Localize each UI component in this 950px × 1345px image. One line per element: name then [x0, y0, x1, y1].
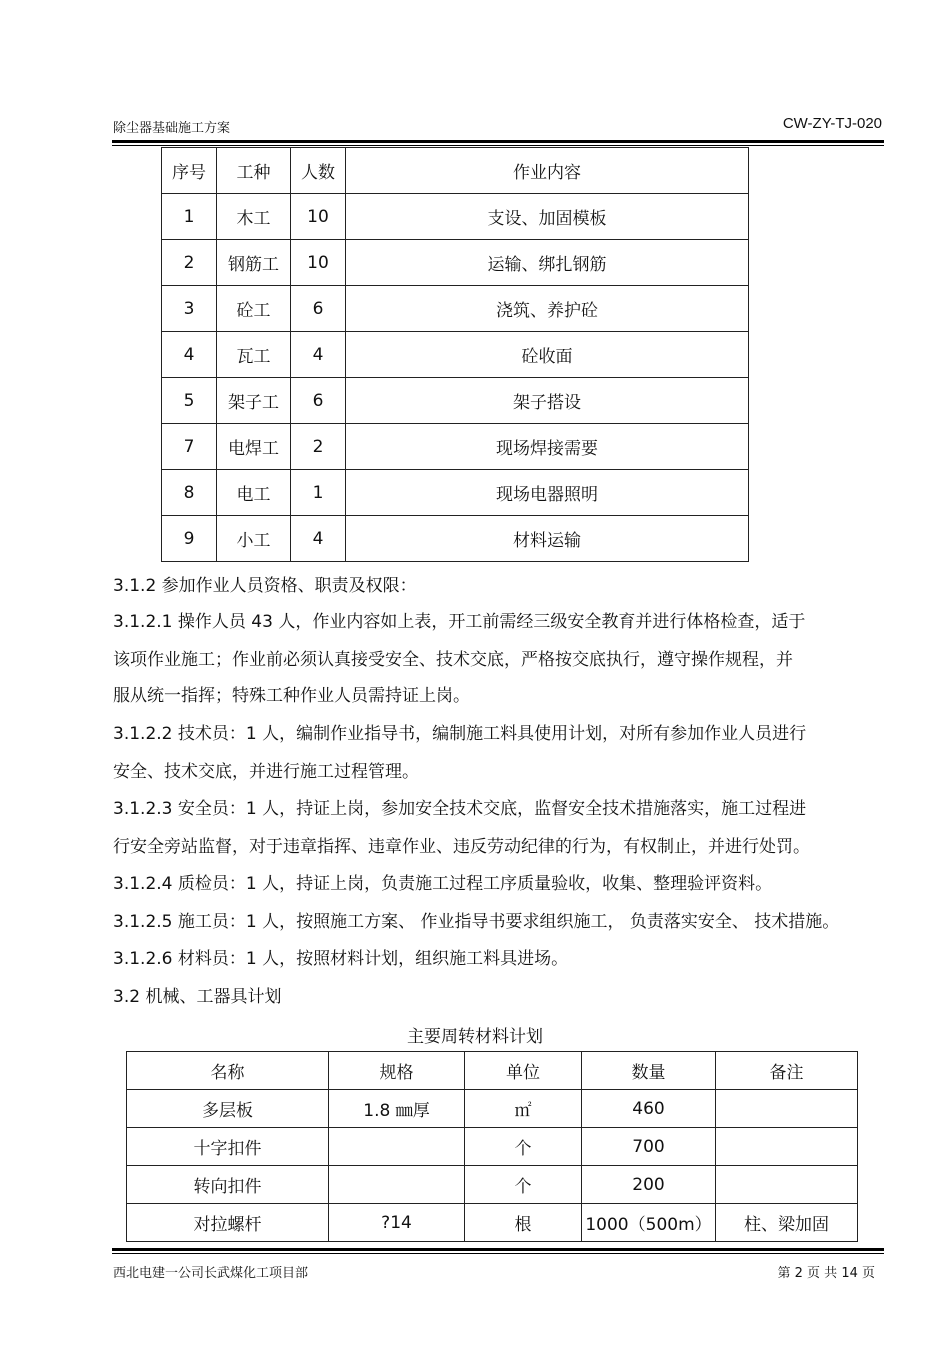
table-cell: 木工: [217, 194, 291, 240]
header-rule: [112, 140, 884, 143]
table-cell: 700: [582, 1128, 716, 1166]
table-cell: 小工: [217, 516, 291, 562]
material-table: [126, 1051, 858, 1242]
table-cell: 现场电器照明: [346, 470, 749, 516]
table-row: [127, 1128, 858, 1166]
paragraph-line: 3.1.2.2 技术员：1 人，编制作业指导书，编制施工料具使用计划，对所有参加作业人员进行: [113, 724, 807, 744]
table-cell: [716, 1166, 858, 1204]
paragraph-line: 该项作业施工；作业前必须认真接受安全、技术交底，严格按交底执行，遵守操作规程，并: [113, 650, 793, 670]
table-cell: 十字扣件: [127, 1128, 329, 1166]
table-cell: 转向扣件: [127, 1166, 329, 1204]
table-cell: 瓦工: [217, 332, 291, 378]
table-cell: [716, 1090, 858, 1128]
table-cell: 1000（500m）: [582, 1204, 716, 1242]
paragraph-line: 安全、技术交底，并进行施工过程管理。: [113, 762, 419, 782]
table-row: [162, 378, 749, 424]
column-header: 数量: [582, 1052, 716, 1090]
table-header-row: [127, 1052, 858, 1090]
section-heading: 3.1.2 参加作业人员资格、职责及权限：: [113, 576, 417, 596]
paragraph-line: 3.1.2.3 安全员：1 人，持证上岗，参加安全技术交底，监督安全技术措施落实，施工过程进: [113, 799, 807, 819]
table-cell: 个: [465, 1128, 582, 1166]
header-rule-thin: [112, 145, 884, 146]
table-row: [162, 194, 749, 240]
table-cell: 5: [162, 378, 217, 424]
header-title: 除尘器基础施工方案: [113, 121, 231, 136]
table-cell: 柱、梁加固: [716, 1204, 858, 1242]
table-cell: 3: [162, 286, 217, 332]
table-cell: 8: [162, 470, 217, 516]
footer-rule: [112, 1248, 884, 1251]
table-cell: 10: [291, 194, 346, 240]
table-cell: 1: [162, 194, 217, 240]
table-cell: 10: [291, 240, 346, 286]
paragraph-line: 3.1.2.6 材料员：1 人，按照材料计划，组织施工料具进场。: [113, 949, 569, 969]
table-cell: 4: [291, 516, 346, 562]
page-number: 第 2 页 共 14 页: [777, 1266, 875, 1281]
paragraph-line: 行安全旁站监督，对于违章指挥、违章作业、违反劳动纪律的行为，有权制止，并进行处罚。: [113, 837, 810, 857]
footer-organization: 西北电建一公司长武煤化工项目部: [113, 1266, 309, 1281]
table-cell: 钢筋工: [217, 240, 291, 286]
table-cell: 6: [291, 378, 346, 424]
table-cell: 2: [162, 240, 217, 286]
table-cell: 460: [582, 1090, 716, 1128]
table-cell: ㎡: [465, 1090, 582, 1128]
table-cell: 砼工: [217, 286, 291, 332]
table-cell: 架子工: [217, 378, 291, 424]
table-header-row: [162, 148, 749, 194]
table-row: [162, 470, 749, 516]
table-row: [162, 240, 749, 286]
column-header: 人数: [291, 148, 346, 194]
table-cell: 4: [291, 332, 346, 378]
table-cell: [329, 1166, 465, 1204]
table-cell: 运输、绑扎钢筋: [346, 240, 749, 286]
table-row: [127, 1166, 858, 1204]
footer-rule-thin: [112, 1253, 884, 1254]
table-cell: [329, 1128, 465, 1166]
column-header: 规格: [329, 1052, 465, 1090]
table-cell: 电工: [217, 470, 291, 516]
table-row: [127, 1090, 858, 1128]
table-cell: 架子搭设: [346, 378, 749, 424]
table-cell: 200: [582, 1166, 716, 1204]
document-code: CW-ZY-TJ-020: [782, 115, 882, 132]
column-header: 作业内容: [346, 148, 749, 194]
table-cell: 4: [162, 332, 217, 378]
table-cell: 根: [465, 1204, 582, 1242]
table-cell: 7: [162, 424, 217, 470]
column-header: 备注: [716, 1052, 858, 1090]
table-cell: 浇筑、养护砼: [346, 286, 749, 332]
table-cell: 材料运输: [346, 516, 749, 562]
column-header: 序号: [162, 148, 217, 194]
table-row: [127, 1204, 858, 1242]
table-cell: 个: [465, 1166, 582, 1204]
column-header: 名称: [127, 1052, 329, 1090]
column-header: 工种: [217, 148, 291, 194]
table-cell: 6: [291, 286, 346, 332]
staff-table: [161, 147, 749, 562]
table-cell: 9: [162, 516, 217, 562]
section-heading: 3.2 机械、工器具计划: [113, 987, 282, 1007]
column-header: 单位: [465, 1052, 582, 1090]
table-cell: ?14: [329, 1204, 465, 1242]
paragraph-line: 3.1.2.5 施工员：1 人，按照施工方案、 作业指导书要求组织施工， 负责落实安全、 技术措施。: [113, 912, 840, 932]
table-cell: [716, 1128, 858, 1166]
table-cell: 现场焊接需要: [346, 424, 749, 470]
paragraph-line: 3.1.2.4 质检员：1 人，持证上岗，负责施工过程工序质量验收，收集、整理验评资料。: [113, 874, 773, 894]
table-cell: 1.8 ㎜厚: [329, 1090, 465, 1128]
table-row: [162, 424, 749, 470]
table-cell: 1: [291, 470, 346, 516]
table-cell: 对拉螺杆: [127, 1204, 329, 1242]
table-cell: 砼收面: [346, 332, 749, 378]
table-cell: 支设、加固模板: [346, 194, 749, 240]
table-cell: 2: [291, 424, 346, 470]
table-cell: 多层板: [127, 1090, 329, 1128]
table-row: [162, 332, 749, 378]
paragraph-line: 服从统一指挥；特殊工种作业人员需持证上岗。: [113, 686, 470, 706]
table-cell: 电焊工: [217, 424, 291, 470]
material-table-title: 主要周转材料计划: [407, 1027, 543, 1047]
paragraph-line: 3.1.2.1 操作人员 43 人，作业内容如上表，开工前需经三级安全教育并进行体格检查，适于: [113, 612, 806, 632]
table-row: [162, 286, 749, 332]
table-row: [162, 516, 749, 562]
